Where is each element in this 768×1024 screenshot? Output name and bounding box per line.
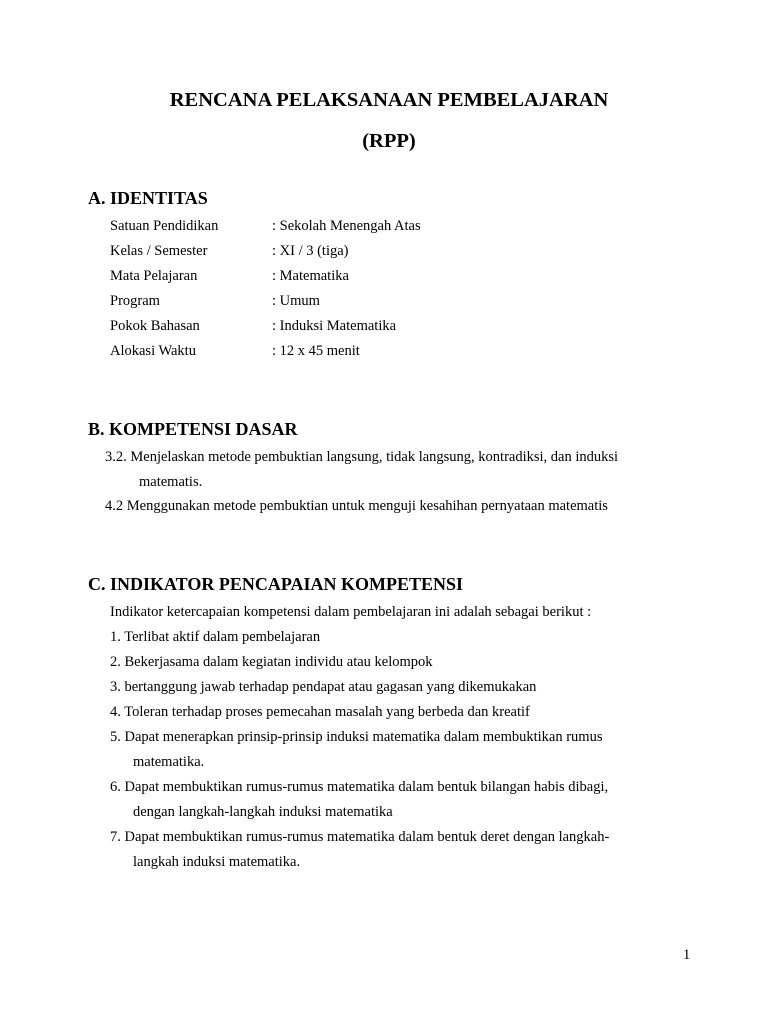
indicator-intro: Indikator ketercapaian kompetensi dalam pembelajaran ini adalah sebagai berikut :: [110, 604, 592, 620]
identity-value: : XI / 3 (tiga): [272, 243, 349, 259]
competency-item: 3.2. Menjelaskan metode pembuktian langsung, tidak langsung, kontradiksi, dan induksi: [105, 449, 619, 465]
identity-label: Pokok Bahasan: [110, 318, 200, 334]
indicator-item-continuation: langkah induksi matematika.: [133, 854, 301, 870]
indicator-item-continuation: matematika.: [133, 754, 205, 770]
identity-label: Satuan Pendidikan: [110, 218, 219, 234]
identity-label: Kelas / Semester: [110, 243, 208, 259]
identity-value: : 12 x 45 menit: [272, 343, 360, 359]
indicator-item: 1. Terlibat aktif dalam pembelajaran: [110, 629, 321, 645]
identity-label: Program: [110, 293, 160, 309]
document-subtitle: (RPP): [362, 130, 416, 152]
competency-item: 4.2 Menggunakan metode pembuktian untuk menguji kesahihan pernyataan matematis: [105, 498, 608, 514]
competency-item-continuation: matematis.: [139, 474, 203, 490]
identity-value: : Matematika: [272, 268, 349, 284]
identity-value: : Umum: [272, 293, 320, 309]
indicator-item: 3. bertanggung jawab terhadap pendapat atau gagasan yang dikemukakan: [110, 679, 537, 695]
document-title: RENCANA PELAKSANAAN PEMBELAJARAN: [169, 89, 609, 111]
indicator-item: 7. Dapat membuktikan rumus-rumus matematika dalam bentuk deret dengan langkah-: [110, 829, 610, 845]
indicator-item-continuation: dengan langkah-langkah induksi matematika: [133, 804, 393, 820]
indicator-item: 5. Dapat menerapkan prinsip-prinsip induksi matematika dalam membuktikan rumus: [110, 729, 603, 745]
indicator-item: 4. Toleran terhadap proses pemecahan masalah yang berbeda dan kreatif: [110, 704, 530, 720]
page-number: 1: [683, 947, 691, 963]
indicator-item: 6. Dapat membuktikan rumus-rumus matematika dalam bentuk bilangan habis dibagi,: [110, 779, 609, 795]
indicator-item: 2. Bekerjasama dalam kegiatan individu atau kelompok: [110, 654, 433, 670]
section-b-heading: B. KOMPETENSI DASAR: [88, 419, 298, 439]
identity-label: Alokasi Waktu: [110, 343, 196, 359]
identity-value: : Sekolah Menengah Atas: [272, 218, 421, 234]
identity-label: Mata Pelajaran: [110, 268, 198, 284]
identity-value: : Induksi Matematika: [272, 318, 397, 334]
section-c-heading: C. INDIKATOR PENCAPAIAN KOMPETENSI: [88, 574, 464, 594]
section-a-heading: A. IDENTITAS: [88, 188, 208, 208]
